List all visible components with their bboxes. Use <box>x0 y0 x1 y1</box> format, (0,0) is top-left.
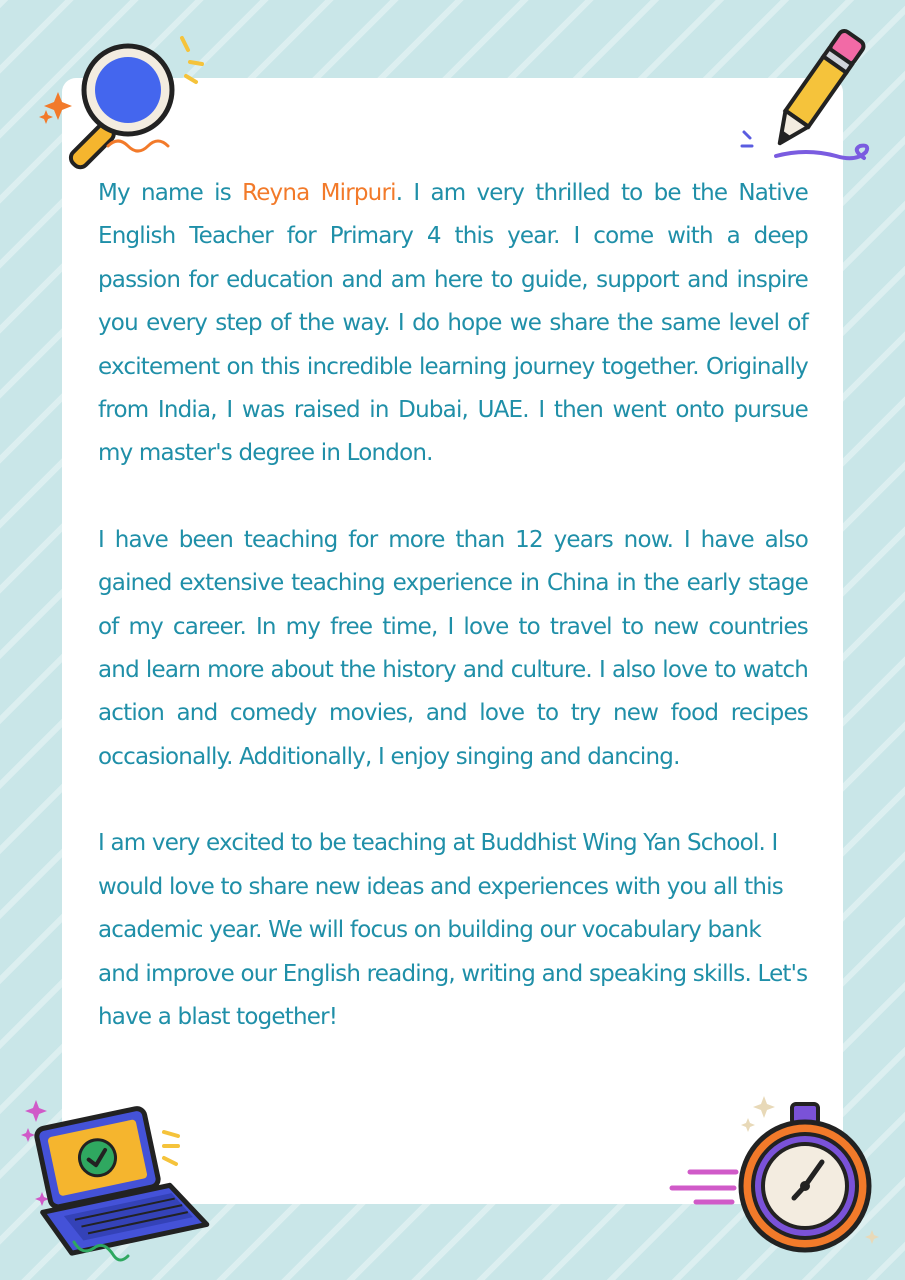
laptop-icon <box>18 1092 228 1272</box>
teacher-name: Reyna Mirpuri <box>242 180 396 206</box>
experience-paragraph: I have been teaching for more than 12 years now. I have also gained extensive teaching experience in China in the early stage of my career. In my free time, I love to travel to new countries and learn more about the history and culture. I also love to watch action and comedy movies, and love to try new food recipes occasionally. Additionally, I enjoy singing and dancing. <box>98 526 808 770</box>
school-paragraph: I am very excited to be teaching at Buddhist Wing Yan School. I would love to share new ideas and experiences with you all this academic year. We will focus on building our vocabulary bank and improve our English reading, writing and speaking skills. Let's have a blast together! <box>98 830 808 1030</box>
intro-paragraph <box>98 172 808 476</box>
stopwatch-icon <box>664 1090 894 1260</box>
intro-prefix: My name is <box>98 180 243 206</box>
pencil-icon <box>736 18 886 168</box>
letter-body <box>98 172 808 1082</box>
intro-suffix: . I am very thrilled to be the Native English Teacher for Primary 4 this year. I come with a deep passion for education and am here to guide, support and inspire you every step of the way. I do hope we share the same level of excitement on this incredible learning journey together. Originally from India, I was raised in Dubai, UAE. I then went onto pursue my master's degree in London. <box>98 180 808 467</box>
magnifying-glass-icon <box>24 28 214 178</box>
